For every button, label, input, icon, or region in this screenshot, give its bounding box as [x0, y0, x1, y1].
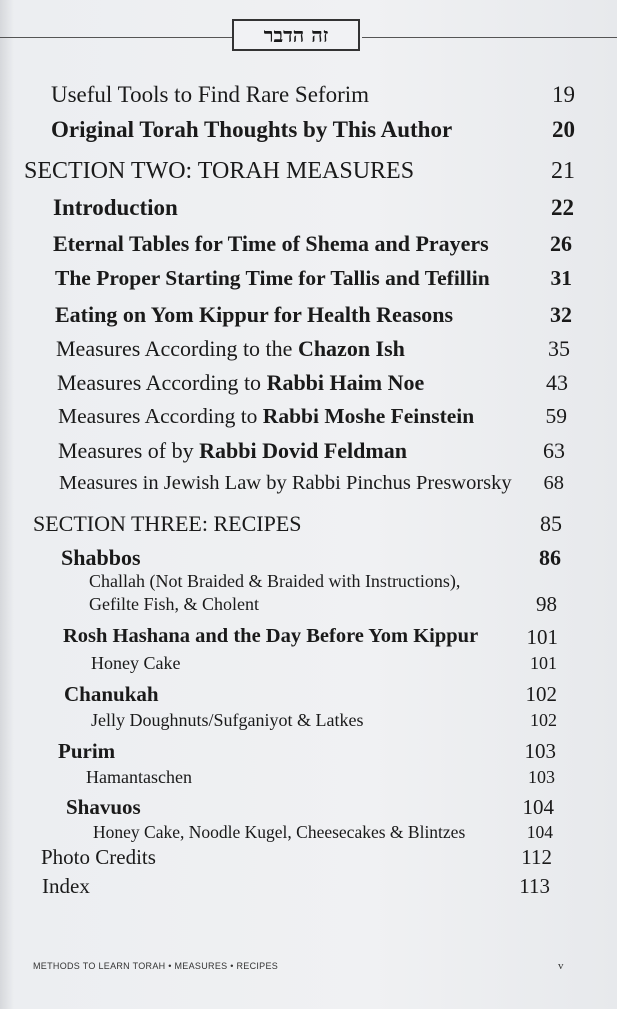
toc-entry-page: 103 [524, 739, 556, 763]
toc-entry-title [56, 336, 405, 362]
toc-entry-dovid-feldman [0, 438, 617, 468]
toc-entry-moshe-feinstein [0, 404, 617, 434]
toc-entry-introduction [0, 195, 617, 225]
toc-entry-original-thoughts [0, 117, 617, 147]
toc-entry-page: 19 [552, 82, 575, 107]
toc-section-two [0, 158, 617, 188]
toc-entry-page: 104 [526, 822, 553, 842]
toc-entry-page: 63 [543, 438, 565, 463]
toc-entry-title: Challah (Not Braided & Braided with Instructions), [89, 571, 461, 591]
toc-entry-page: 103 [528, 767, 555, 787]
toc-entry-page: 43 [546, 370, 568, 395]
toc-entry-page: 85 [540, 511, 562, 536]
toc-entry-eternal-tables [0, 231, 617, 261]
toc-subentry-jelly-doughnuts [0, 710, 617, 740]
running-footer: METHODS TO LEARN TORAH • MEASURES • RECIPES [33, 961, 279, 971]
toc-entry-title: Eating on Yom Kippur for Health Reasons [55, 302, 454, 327]
toc-entry-page: 20 [552, 117, 575, 142]
toc-entry-title: Shavuos [66, 795, 141, 819]
toc-entry-page: 98 [536, 592, 557, 616]
toc-entry-title-prefix: Measures According to the [56, 336, 298, 361]
toc-entry-title: Index [42, 874, 90, 898]
page-number: v [558, 960, 564, 972]
toc-entry-title: Shabbos [61, 545, 141, 570]
toc-entry-title: Measures in Jewish Law by Rabbi Pinchus Presworsky [59, 472, 512, 494]
toc-entry-haim-noe [0, 370, 617, 400]
toc-entry-page: 113 [519, 874, 550, 898]
toc-entry-page: 104 [522, 795, 554, 819]
toc-entry-title-prefix: Measures According to [58, 404, 263, 428]
toc-entry-title-prefix: Measures According to [57, 370, 267, 395]
header-rule-left [0, 37, 232, 38]
toc-entry-useful-tools [0, 82, 617, 112]
toc-entry-title-name: Rabbi Moshe Feinstein [262, 404, 475, 428]
toc-entry-pinchus [0, 472, 617, 502]
toc-entry-title: Honey Cake, Noodle Kugel, Cheesecakes & Blintzes [93, 822, 466, 842]
toc-entry-index [0, 874, 617, 904]
toc-entry-yom-kippur-eating [0, 302, 617, 332]
toc-subentry-hamantaschen [0, 767, 617, 797]
toc-entry-page: 21 [551, 158, 575, 184]
toc-entry-page: 35 [548, 336, 570, 361]
toc-entry-page: 101 [526, 625, 558, 649]
toc-entry-page: 22 [551, 195, 574, 220]
toc-entry-title-name: Chazon Ish [297, 336, 405, 361]
toc-subentry-honey-cake [0, 653, 617, 683]
toc-entry-page: 26 [550, 231, 572, 256]
toc-entry-chanukah [0, 682, 617, 712]
section-heading: SECTION THREE: RECIPES [33, 511, 302, 536]
toc-entry-purim [0, 739, 617, 769]
toc-entry-shavuos [0, 795, 617, 825]
header-rule-right [362, 37, 617, 38]
header-title: זה הדבר [232, 19, 360, 51]
toc-entry-title: Gefilte Fish, & Cholent [89, 594, 259, 614]
toc-section-three [0, 511, 617, 541]
toc-entry-title: Original Torah Thoughts by This Author [51, 117, 453, 142]
toc-entry-title [57, 370, 424, 396]
section-heading: SECTION TWO: TORAH MEASURES [24, 158, 415, 184]
toc-entry-page: 32 [550, 302, 572, 327]
toc-entry-title: Photo Credits [41, 845, 156, 869]
toc-entry-title: Rosh Hashana and the Day Before Yom Kippur [63, 625, 479, 647]
toc-entry-title: Introduction [53, 195, 178, 220]
toc-entry-page: 101 [530, 653, 557, 673]
toc-entry-page: 112 [521, 845, 552, 869]
toc-entry-page: 31 [550, 266, 572, 290]
toc-entry-title: Purim [58, 739, 116, 763]
toc-entry-page: 102 [530, 710, 557, 730]
toc-entry-page: 59 [545, 404, 567, 428]
toc-entry-title-prefix: Measures of by [58, 438, 200, 463]
toc-entry-chazon-ish [0, 336, 617, 366]
toc-entry-page: 68 [543, 472, 564, 494]
toc-entry-title [58, 438, 407, 464]
toc-entry-page: 86 [539, 545, 561, 570]
toc-entry-title: The Proper Starting Time for Tallis and Tefillin [55, 266, 490, 290]
toc-entry-title: Eternal Tables for Time of Shema and Prayers [53, 231, 489, 256]
toc-entry-page: 102 [525, 682, 557, 706]
toc-subentry-gefilte [0, 594, 617, 624]
toc-entry-photo-credits [0, 845, 617, 875]
toc-entry-title: Hamantaschen [86, 767, 192, 787]
toc-entry-tallis-tefillin [0, 266, 617, 296]
toc-entry-title: Chanukah [64, 682, 159, 706]
toc-entry-rosh-hashana [0, 625, 617, 655]
toc-entry-title: Jelly Doughnuts/Sufganiyot & Latkes [91, 710, 364, 730]
toc-entry-title [58, 404, 474, 429]
toc-entry-title: Useful Tools to Find Rare Seforim [51, 82, 370, 107]
toc-entry-title-name: Rabbi Dovid Feldman [199, 438, 407, 463]
toc-entry-title-name: Rabbi Haim Noe [266, 370, 425, 395]
toc-entry-title: Honey Cake [91, 653, 181, 673]
